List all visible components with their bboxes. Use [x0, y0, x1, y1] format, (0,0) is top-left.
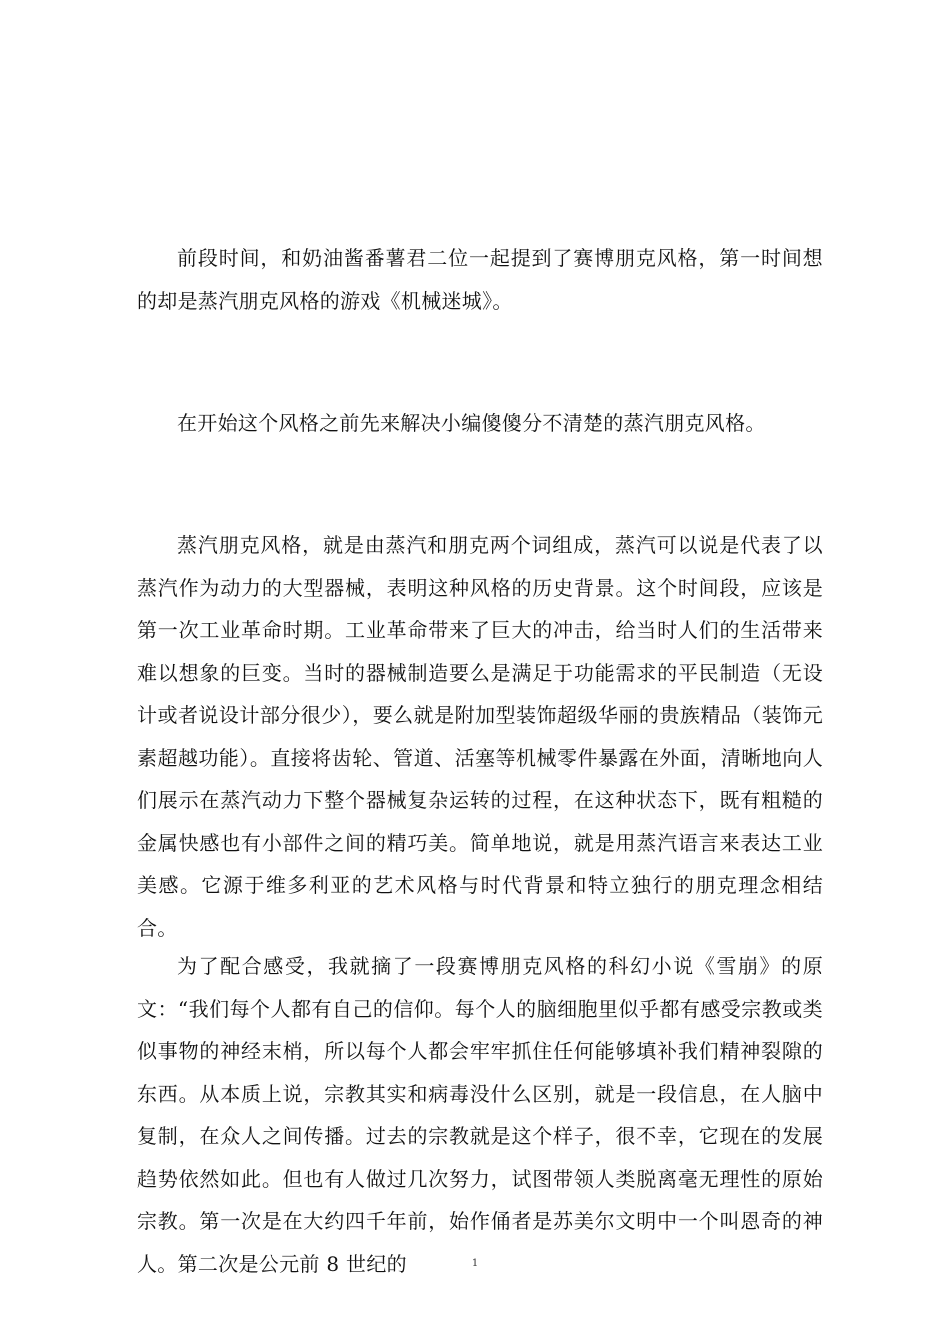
paragraph-steampunk-definition: 蒸汽朋克风格，就是由蒸汽和朋克两个词组成，蒸汽可以说是代表了以蒸汽作为动力的大型器械，表明这种风格的历史背景。这个时间段，应该是第一次工业革命时期。工业革命带来了巨大的冲击，给当时人们的生活带来难以想象的巨变。当时的器械制造要么是满足于功能需求的平民制造（无设计或者说设计部分很少），要么就是附加型装饰超级华丽的贵族精品（装饰元素超越功能）。直接将齿轮、管道、活塞等机械零件暴露在外面，清晰地向人们展示在蒸汽动力下整个器械复杂运转的过程，在这种状态下，既有粗糙的金属快感也有小部件之间的精巧美。简单地说，就是用蒸汽语言来表达工业美感。它源于维多利亚的艺术风格与时代背景和特立独行的朋克理念相结合。: [137, 533, 823, 940]
paragraph-transition: 在开始这个风格之前先来解决小编傻傻分不清楚的蒸汽朋克风格。: [177, 411, 766, 435]
paragraph-intro: 前段时间，和奶油酱番薯君二位一起提到了赛博朋克风格，第一时间想的却是蒸汽朋克风格的游戏《机械迷城》。: [137, 246, 823, 313]
page-number: 1: [471, 1258, 479, 1269]
paragraph-snow-crash-quote: 为了配合感受，我就摘了一段赛博朋克风格的科幻小说《雪崩》的原文：“我们每个人都有自己的信仰。每个人的脑细胞里似乎都有感受宗教或类似事物的神经末梢，所以每个人都会牢牢抓住任何能够填补我们精神裂隙的东西。从本质上说，宗教其实和病毒没什么区别，就是一段信息，在人脑中复制，在众人之间传播。过去的宗教就是这个样子，很不幸，它现在的发展趋势依然如此。但也有人做过几次努力，试图带领人类脱离毫无理性的原始宗教。第一次是在大约四千年前，始作俑者是苏美尔文明中一个叫恩奇的神人。第二次是公元前 8 世纪的: [137, 954, 823, 1276]
